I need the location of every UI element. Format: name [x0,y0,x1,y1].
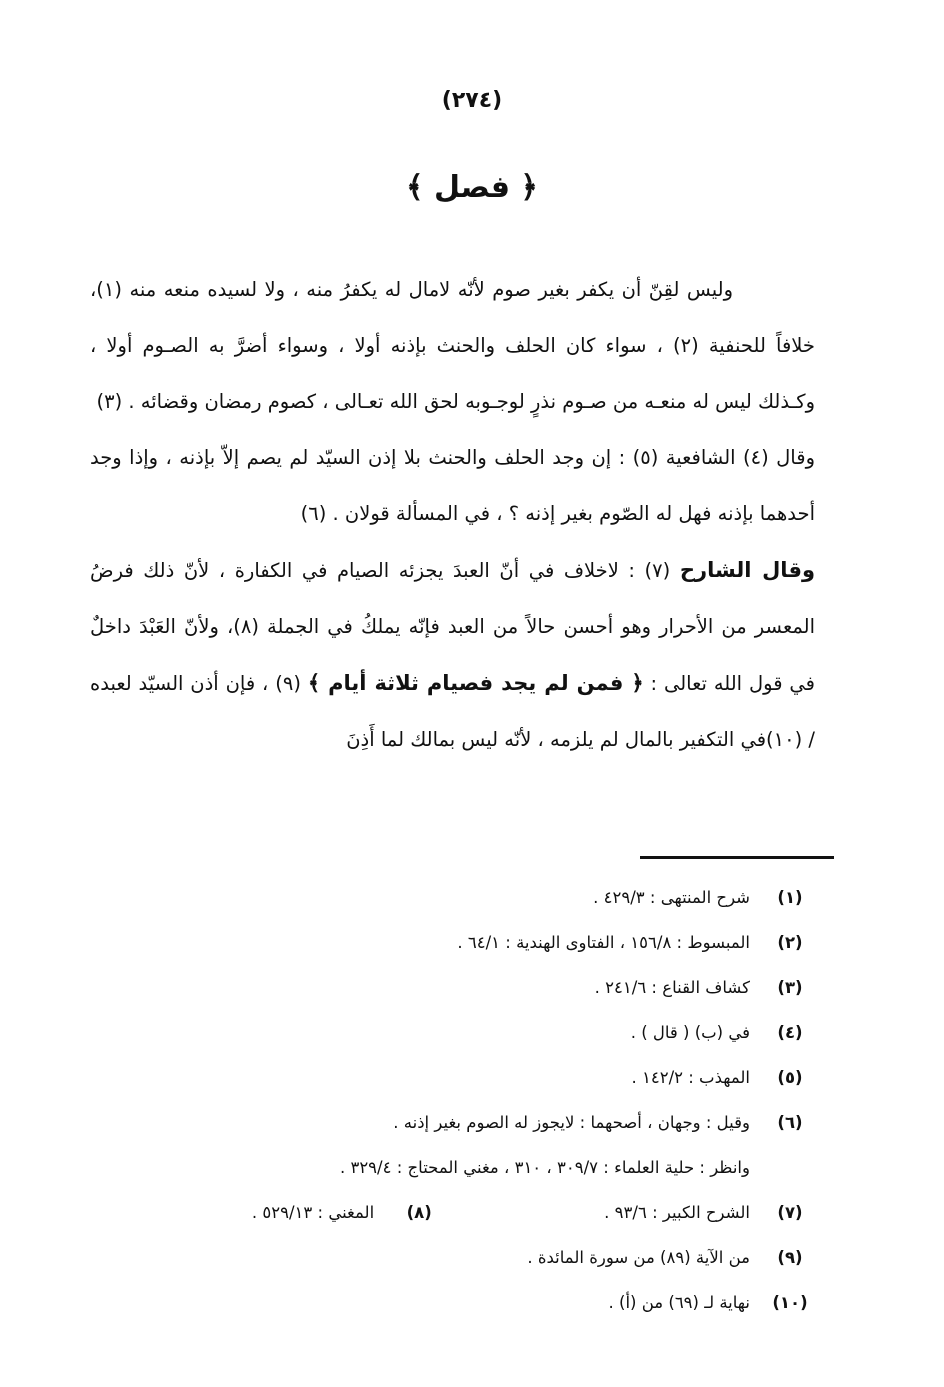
footnote-text: من الآية (٨٩) من سورة المائدة . [527,1248,750,1267]
footnotes [80,888,820,1338]
footnote-5 [80,1068,820,1113]
paragraph-2: وقال (٤) الشافعية (٥) : إن وجد الحلف والحنث بلا إذن السيّد لم يصم إلاّ بإذنه ، وإذا وجد أحدهما بإذنه فهل له الصّوم بغير إذنه ؟ ، في المسألة قولان . (٦) [90,446,815,525]
paragraph-3-lead: وقال الشارح [679,558,815,582]
footnote-number: (٧) [777,1203,803,1222]
main-text [90,262,815,768]
footnote-4 [80,1023,820,1068]
footnote-text: شرح المنتهى : ٤٢٩/٣ . [593,888,750,907]
footnote-3 [80,978,820,1023]
footnote-1 [80,888,820,933]
footnote-text: في (ب) ( قال ) . [630,1023,750,1042]
footnote-number: (١٠) [772,1293,808,1312]
footnote-text: وقيل : وجهان ، أصحهما : لايجوز له الصوم بغير إذنه . [393,1113,750,1132]
footnote-9 [80,1248,820,1293]
footnote-text: الشرح الكبير : ٩٣/٦ . [604,1203,750,1222]
footnote-number: (٩) [777,1248,803,1267]
footnote-10 [80,1293,820,1338]
section-title: ﴿ فصل ﴾ [405,170,539,205]
footnote-number: (٥) [777,1068,803,1087]
paragraph-3 [90,542,815,768]
page-number: (٢٧٤) [441,88,503,113]
footnote-text: المهذب : ١٤٢/٢ . [631,1068,750,1087]
footnote-number: (٨) [406,1203,432,1222]
footnote-text: المغني : ٥٢٩/١٣ . [251,1203,375,1222]
footnote-number: (٦) [777,1113,803,1132]
footnote-number: (١) [777,888,803,907]
footnote-number: (٤) [777,1023,803,1042]
footnote-separator [640,856,834,859]
footnote-text: المبسوط : ١٥٦/٨ ، الفتاوى الهندية : ٦٤/١ . [457,933,750,952]
footnote-6-continuation: وانظر : حلية العلماء : ٣٠٩/٧ ، ٣١٠ ، مغني المحتاج : ٣٢٩/٤ . [339,1158,750,1177]
footnote-number: (٣) [777,978,803,997]
footnote-6 [80,1113,820,1158]
footnote-text: كشاف القناع : ٢٤١/٦ . [594,978,750,997]
footnote-text: نهاية لـ (٦٩) من (أ) . [608,1293,750,1312]
paragraph-3-body: (٧) : لاخلاف في أنّ العبدَ يجزئه الصيام في الكفارة ، لأنّ ذلك فرضُ المعسر من الأحرار وهو أحسن حالاً من العبد فإنّه يملكُ في الجملة (٨)، ولأنّ العَبْدَ داخلٌ في قول الله تعالى : [90,559,815,695]
paragraph-1: وليس لقِنّ أن يكفر بغير صوم لأنّه لامال له يكفرُ منه ، ولا لسيده منعه منه (١)، خلافاً للحنفية (٢) ، سواء كان الحلف والحنث بإذنه أولا ، وسواء أضرَّ به الصـوم أولا ، وكـذلك ليس له منعـه من صـوم نذرٍ لوجـوبه لحق الله تعـالى ، كصوم رمضان وقضائه . (٣) [90,278,815,413]
quran-quote: ﴿ فمن لم يجد فصيام ثلاثة أيام ﴾ [307,671,644,695]
footnote-7-and-8 [80,1203,820,1248]
footnote-2 [80,933,820,978]
paragraph-3-end: (٩) ، فإن أذن السيّد لعبده / (١٠)في التكفير بالمال لم يلزمه ، لأنّه ليس بمالك لما أَذِنَ [90,672,815,751]
footnote-number: (٢) [777,933,803,952]
